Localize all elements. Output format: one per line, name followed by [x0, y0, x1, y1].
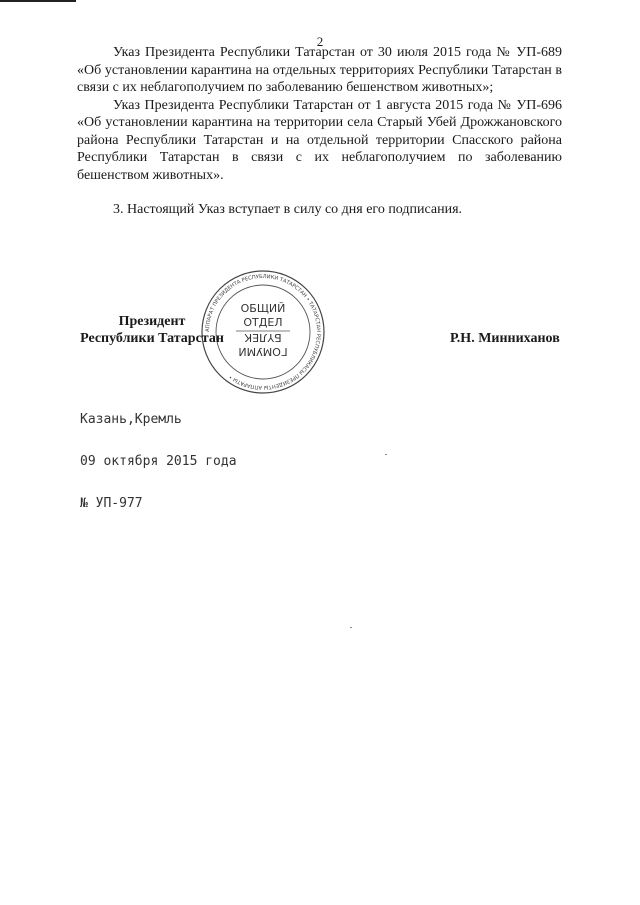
- issue-date: 09 октября 2015 года: [80, 454, 237, 469]
- scan-corner-mark: [0, 0, 76, 2]
- decree-paragraph: Указ Президента Республики Татарстан от 30 июля 2015 года № УП-689 «Об установлении карантина на отдельных территориях Республики Татарстан в связи с их неблагополучием по заболеванию бешенством животных»;: [77, 45, 562, 95]
- seal-line-3: БҮЛЕК: [244, 331, 282, 344]
- place-date-number: [80, 385, 237, 539]
- issue-place: Казань,Кремль: [80, 412, 182, 427]
- seal-line-1: ОБЩИЙ: [240, 302, 286, 315]
- signatory-title-line-1: Президент: [118, 314, 186, 329]
- seal-line-2: ОТДЕЛ: [243, 316, 283, 329]
- decree-body: [77, 44, 562, 219]
- seal-line-4: ГОМУМИ: [238, 345, 288, 358]
- signatory-name: Р.Н. Минниханов: [450, 331, 560, 346]
- scan-speck: [350, 627, 352, 628]
- signatory-title-line-2: Республики Татарстан: [80, 331, 224, 346]
- effective-clause: 3. Настоящий Указ вступает в силу со дня его подписания.: [113, 202, 463, 217]
- signatory-title: [77, 313, 227, 347]
- decree-number: № УП-977: [80, 496, 143, 511]
- decree-paragraph: Указ Президента Республики Татарстан от 1 августа 2015 года № УП-696 «Об установлении карантина на территории села Старый Убей Дрожжановского района Республики Татарстан и на отдельной территории Спасского района Республики Татарстан в связи с их неблагополучием по заболеванию бешенством животных».: [77, 97, 562, 183]
- seal-ring-path: АППАРАТ ПРЕЗИДЕНТА РЕСПУБЛИКИ ТАТАРСТАН • ТАТАРСТАН РЕСПУБЛИКАСЫ ПРЕЗИДЕНТЫ АППАРАТЫ •: [204, 273, 322, 391]
- scan-speck: [385, 454, 387, 455]
- page-number: 2: [316, 34, 324, 49]
